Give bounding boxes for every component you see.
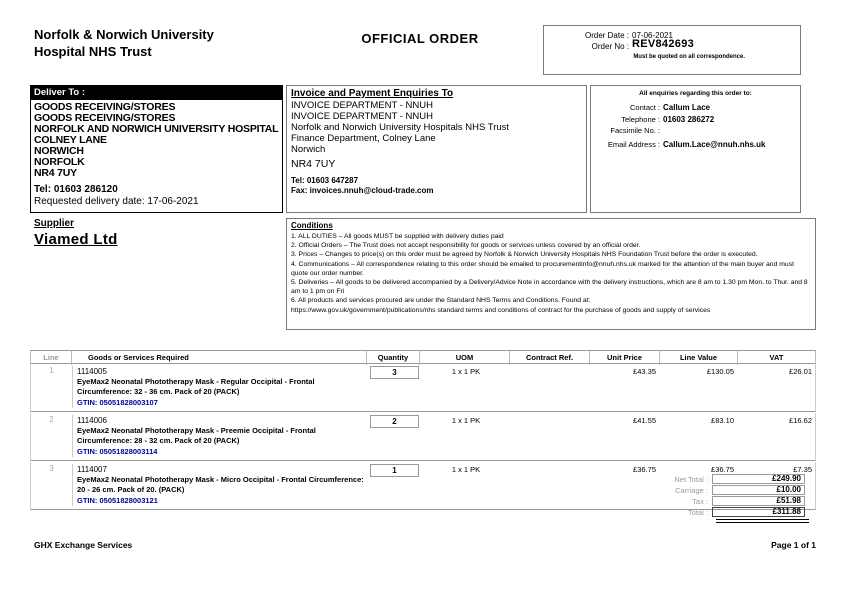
col-header-line: Line xyxy=(30,351,72,365)
col-header-goods: Goods or Services Required xyxy=(72,351,367,365)
line-value: £130.05 xyxy=(706,367,734,376)
deliver-line: NORFOLK xyxy=(34,156,85,168)
carriage-value: £10.00 xyxy=(712,485,805,495)
goods-cell xyxy=(73,464,368,506)
footer-service-name: GHX Exchange Services xyxy=(34,540,133,550)
vat-value: £26.01 xyxy=(789,367,812,376)
invoice-line: INVOICE DEPARTMENT - NNUH xyxy=(291,100,433,111)
table-header-row xyxy=(30,350,816,364)
telephone-row xyxy=(591,114,800,126)
condition-item: 6. All products and services procured are under the Standard NHS Terms and Conditions. Found at: xyxy=(291,297,591,305)
uom-value: 1 x 1 PK xyxy=(451,367,481,376)
item-description: EyeMax2 Neonatal Phototherapy Mask - Micro Occipital - Frontal Circumference: 20 - 26 cm. Pack of 20. (PACK) xyxy=(77,475,364,494)
invoice-line: Norfolk and Norwich University Hospitals NHS Trust xyxy=(291,122,510,133)
line-number: 2 xyxy=(31,415,73,457)
facsimile-label: Facsimile No. : xyxy=(610,126,660,135)
line-value: £83.10 xyxy=(711,416,734,425)
item-description: EyeMax2 Neonatal Phototherapy Mask - Preemie Occipital - Frontal Circumference: 28 - 32 cm. Pack of 20 (PACK) xyxy=(77,426,316,445)
deliver-to-address xyxy=(31,100,282,179)
tax-label: Tax : xyxy=(692,496,708,506)
org-name-line1: Norfolk & Norwich University xyxy=(34,27,214,42)
order-date-label: Order Date : xyxy=(584,31,629,40)
item-description: EyeMax2 Neonatal Phototherapy Mask - Regular Occipital - Frontal Circumference: 32 - 36 cm. Pack of 20 (PACK) xyxy=(77,377,315,396)
deliver-line: NORFOLK AND NORWICH UNIVERSITY HOSPITAL xyxy=(34,123,279,135)
tax-row xyxy=(618,496,809,506)
condition-item: 1. ALL DUTIES – All goods MUST be supplied with delivery duties paid xyxy=(291,233,504,240)
table-row xyxy=(30,413,816,461)
tax-value: £51.98 xyxy=(712,496,805,506)
requested-delivery-date: Requested delivery date: 17-06-2021 xyxy=(34,196,199,207)
conditions-title: Conditions xyxy=(291,221,333,230)
table-row xyxy=(30,364,816,412)
contact-label: Contact : xyxy=(629,103,660,112)
line-number: 3 xyxy=(31,464,73,506)
unit-price-value: £43.35 xyxy=(633,367,656,376)
totals-block xyxy=(618,474,809,523)
unit-price-value: £36.75 xyxy=(633,465,656,474)
order-no-row xyxy=(544,38,800,52)
deliver-line: GOODS RECEIVING/STORES xyxy=(34,101,176,113)
net-total-row xyxy=(618,474,809,484)
quantity-cell xyxy=(368,464,421,506)
col-header-contract-ref: Contract Ref. xyxy=(510,351,590,365)
order-info-box xyxy=(543,25,801,75)
enquiries-title: All enquiries regarding this order to: xyxy=(639,90,752,97)
invoice-line: Finance Department, Colney Lane xyxy=(291,133,436,144)
page-number: Page 1 of 1 xyxy=(771,540,816,550)
invoice-enquiries-box xyxy=(286,85,587,213)
order-no-value: REV842693 xyxy=(632,38,695,50)
deliver-to-box xyxy=(30,85,283,213)
condition-item: 3. Prices – Changes to price(s) on this order must be agreed by Norfolk & Norwich University Hospitals NHS Foundation Trust before the order is executed. xyxy=(291,251,758,259)
org-name xyxy=(34,26,214,60)
facsimile-row xyxy=(591,125,800,137)
goods-cell xyxy=(73,415,368,457)
item-code: 1114007 xyxy=(77,465,107,474)
col-header-unit-price: Unit Price xyxy=(590,351,660,365)
conditions-box xyxy=(286,218,816,330)
deliver-line: NORWICH xyxy=(34,145,84,157)
item-gtin: GTIN: 05051828003107 xyxy=(77,398,158,407)
invoice-enquiries-title: Invoice and Payment Enquiries To xyxy=(291,88,454,99)
total-row xyxy=(618,507,809,517)
col-header-quantity: Quantity xyxy=(367,351,420,365)
uom-value: 1 x 1 PK xyxy=(451,416,481,425)
unit-price-value: £41.55 xyxy=(633,416,656,425)
enquiries-contact-box xyxy=(590,85,801,213)
invoice-postcode: NR4 7UY xyxy=(291,158,336,170)
goods-cell xyxy=(73,366,368,408)
quantity-value: 2 xyxy=(370,415,419,428)
item-code: 1114006 xyxy=(77,416,107,425)
total-double-rule xyxy=(716,519,809,523)
contact-row xyxy=(591,102,800,114)
quantity-value: 1 xyxy=(370,464,419,477)
col-header-vat: VAT xyxy=(738,351,816,365)
net-total-value: £249.90 xyxy=(712,474,805,484)
quantity-cell xyxy=(368,415,421,457)
contract-ref-value xyxy=(511,415,591,457)
quantity-cell xyxy=(368,366,421,408)
uom-value: 1 x 1 PK xyxy=(451,465,481,474)
telephone-label: Telephone : xyxy=(621,114,660,124)
telephone-value: 01603 286272 xyxy=(663,114,715,124)
condition-item: 2. Official Orders – The Trust does not accept responsibility for goods or services unless covered by an official order. xyxy=(291,242,641,250)
order-date-value: 07-06-2021 xyxy=(632,31,673,40)
contract-ref-value xyxy=(511,366,591,408)
condition-item: 5. Deliveries – All goods to be delivered accompanied by a Delivery/Advice Note in accordance with the delivery instructions, which are 8 am to 1.30 pm Mon. to Thur. and 8 am to 1 pm on Fri xyxy=(291,279,808,296)
org-name-line2: Hospital NHS Trust xyxy=(34,44,152,59)
invoice-line: Norwich xyxy=(291,144,326,155)
col-header-line-value: Line Value xyxy=(660,351,738,365)
line-number: 1 xyxy=(31,366,73,408)
invoice-address xyxy=(291,100,582,155)
email-label: Email Address : xyxy=(607,139,660,149)
email-row xyxy=(591,139,800,151)
deliver-line: NR4 7UY xyxy=(34,167,77,179)
order-note: Must be quoted on all correspondence. xyxy=(633,54,745,60)
invoice-telephone: Tel: 01603 647287 xyxy=(291,176,359,185)
vat-value: £16.62 xyxy=(789,416,812,425)
document-title: OFFICIAL ORDER xyxy=(361,31,479,46)
supplier-label: Supplier xyxy=(34,218,75,229)
net-total-label: Net Total : xyxy=(674,474,708,484)
order-no-label: Order No : xyxy=(591,42,629,51)
invoice-fax: Fax: invoices.nnuh@cloud-trade.com xyxy=(291,186,434,195)
item-gtin: GTIN: 05051828003121 xyxy=(77,496,158,505)
line-value: £36.75 xyxy=(711,465,734,474)
invoice-line: INVOICE DEPARTMENT - NNUH xyxy=(291,111,433,122)
condition-item-url: https://www.gov.uk/government/publications/nhs standard terms and conditions of contract for the purchase of goods and supply of services xyxy=(291,306,711,314)
supplier-name: Viamed Ltd xyxy=(34,231,118,248)
carriage-row xyxy=(618,485,809,495)
total-label: Total : xyxy=(687,507,708,517)
contact-value: Callum Lace xyxy=(663,103,711,112)
col-header-uom: UOM xyxy=(420,351,510,365)
email-value: Callum.Lace@nnuh.nhs.uk xyxy=(663,139,766,149)
deliver-line: COLNEY LANE xyxy=(34,134,107,146)
vat-value: £7.35 xyxy=(793,465,812,474)
deliver-to-title: Deliver To : xyxy=(31,86,282,100)
deliver-line: GOODS RECEIVING/STORES xyxy=(34,112,176,124)
total-value: £311.88 xyxy=(712,507,805,517)
deliver-telephone: Tel: 01603 286120 xyxy=(34,184,118,195)
quantity-value: 3 xyxy=(370,366,419,379)
item-gtin: GTIN: 05051828003114 xyxy=(77,447,158,456)
item-code: 1114005 xyxy=(77,367,107,376)
condition-item: 4. Communications – All correspondence relating to this order should be emailed to procurementinfo@nnuh.nhs.uk marked for the attention of the main buyer and must quote our order number. xyxy=(291,260,794,277)
carriage-label: Carriage : xyxy=(675,485,708,495)
contract-ref-value xyxy=(511,464,591,506)
